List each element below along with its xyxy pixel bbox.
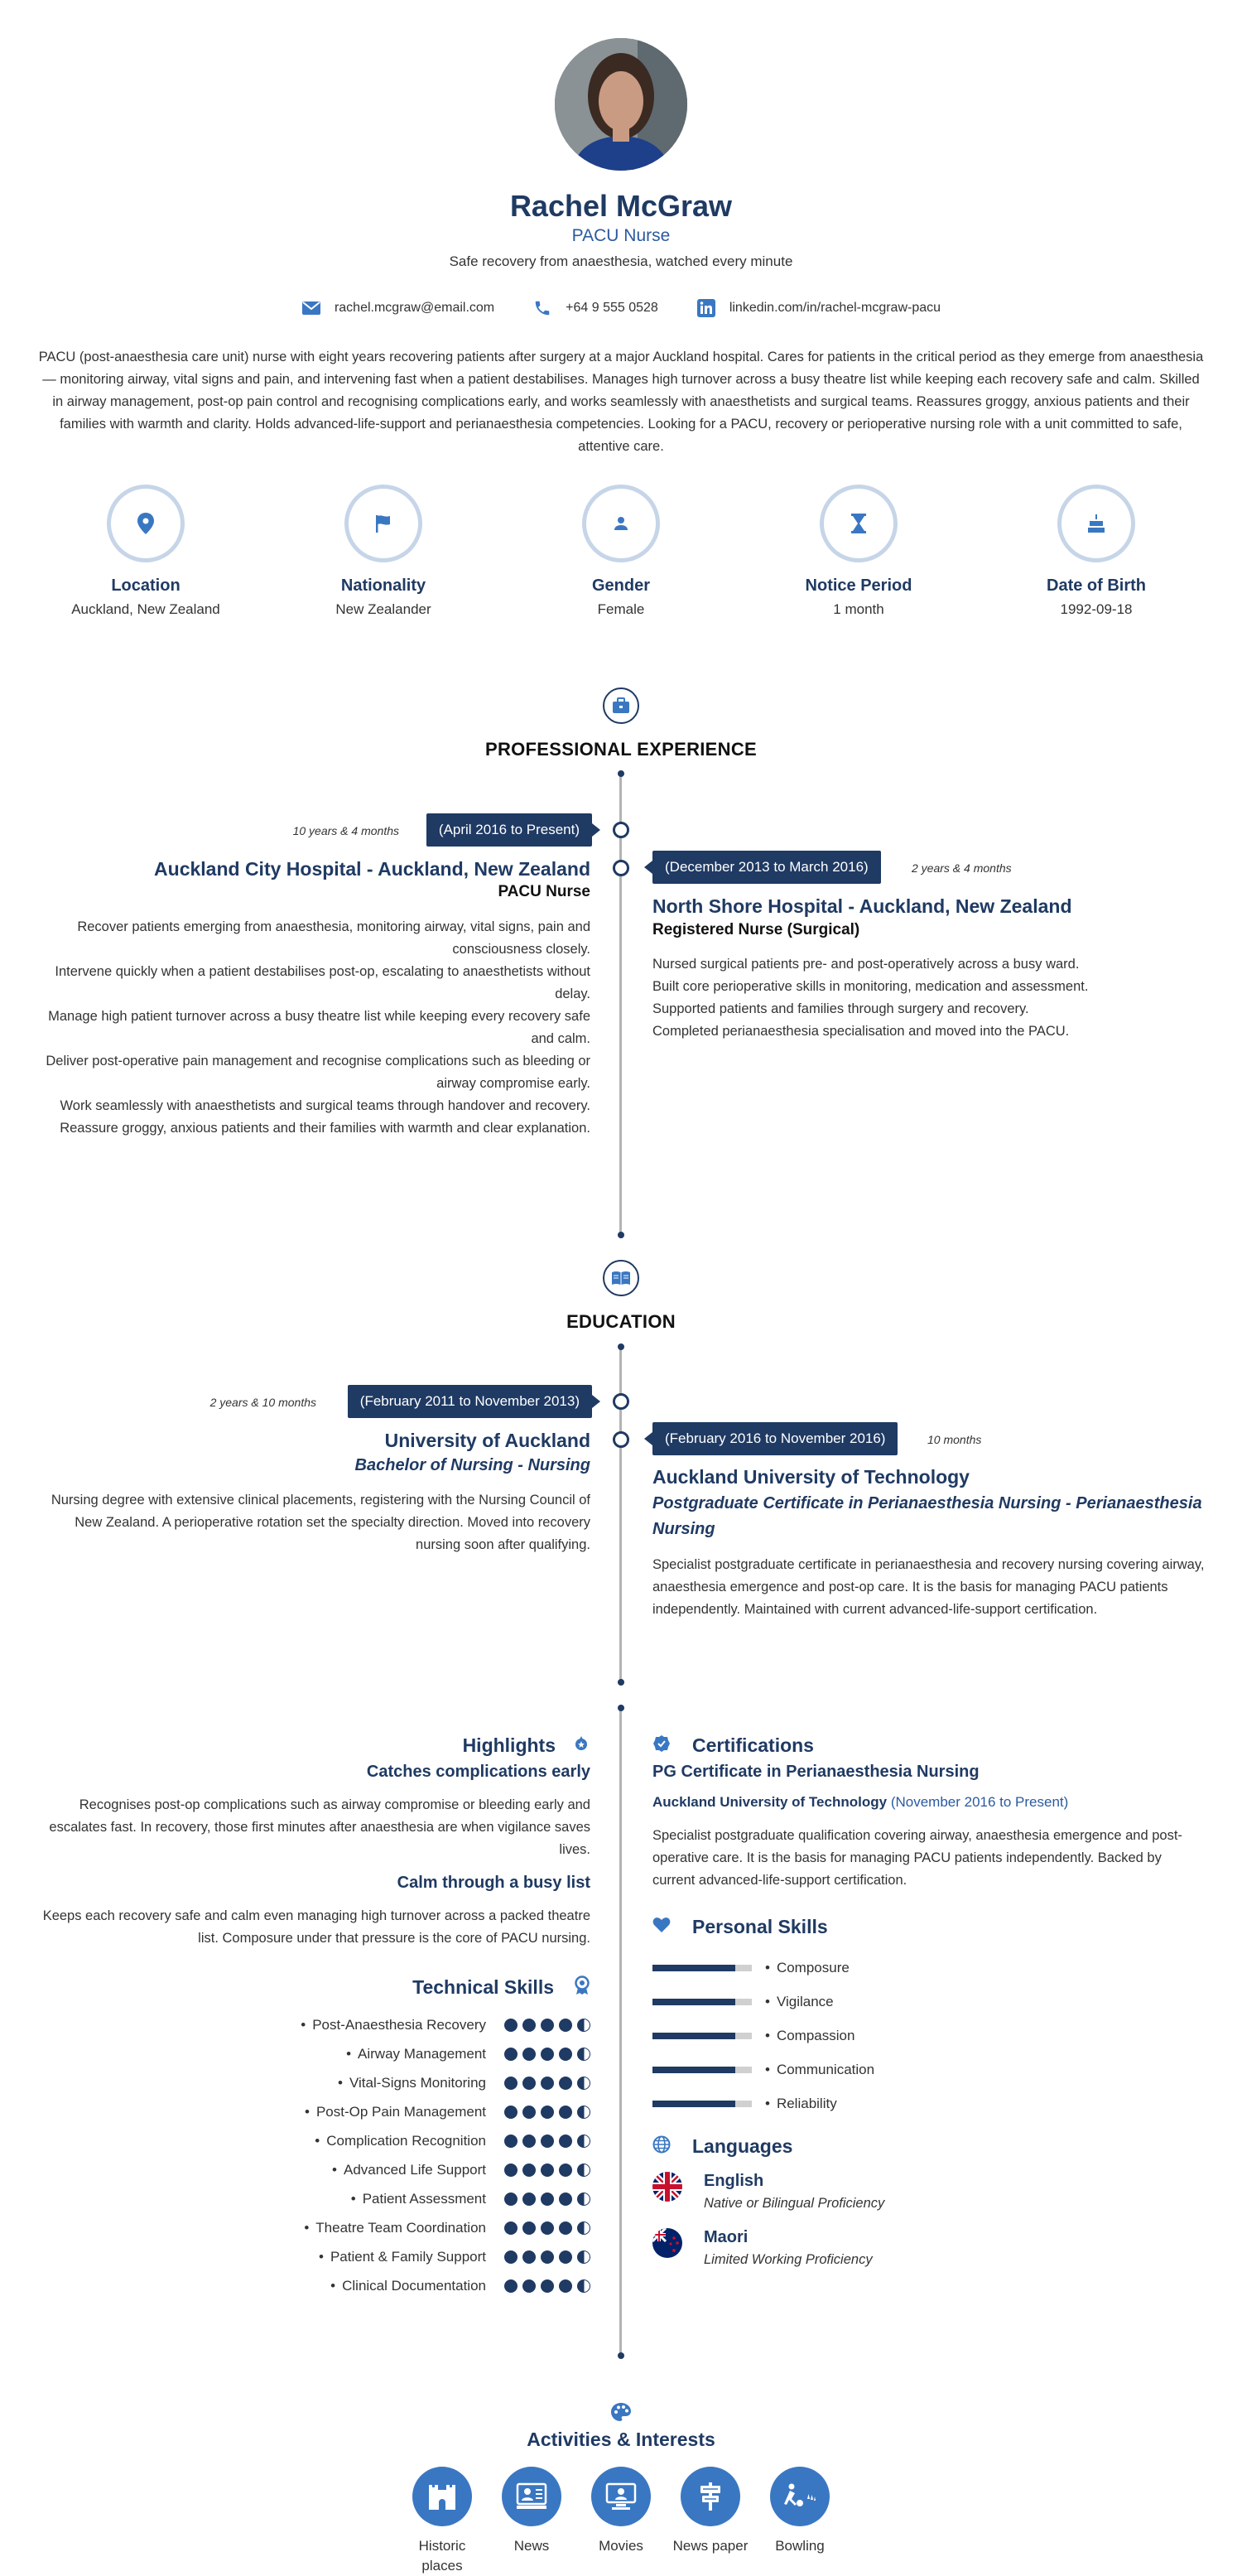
skill-name: • Vital-Signs Monitoring <box>338 2075 486 2091</box>
section-heading-technical-skills: Technical Skills <box>412 1976 554 1998</box>
skill-name: • Post-Anaesthesia Recovery <box>301 2017 486 2033</box>
heart-icon <box>652 1917 671 1937</box>
duty-item: Intervene quickly when a patient destabilises post-op, escalating to anaesthetists without delay. <box>55 964 590 1001</box>
info-nationality <box>265 485 503 618</box>
duty-item: Nursed surgical patients pre- and post-operatively across a busy ward. <box>652 957 1080 972</box>
employer-name: Auckland City Hospital - Auckland, New Zealand <box>154 858 590 880</box>
info-value: 1992-09-18 <box>1060 601 1133 617</box>
degree-name: Postgraduate Certificate in Perianaesthesia Nursing - Perianaesthesia Nursing <box>652 1494 1202 1538</box>
timeline-line <box>619 774 622 1234</box>
language-item <box>652 2228 873 2268</box>
nz-flag-icon <box>652 2228 682 2258</box>
info-notice-period <box>740 485 978 618</box>
skill-level-fill <box>652 2033 735 2039</box>
date-badge: (December 2013 to March 2016) <box>652 851 881 884</box>
skill-name: • Advanced Life Support <box>332 2162 486 2178</box>
contact-email[interactable] <box>301 298 494 318</box>
activities-list <box>397 2467 845 2576</box>
school-name: Auckland University of Technology <box>652 1466 970 1488</box>
activity-label: Historic places <box>418 2538 466 2574</box>
info-value: 1 month <box>833 601 884 617</box>
info-label: Date of Birth <box>1047 576 1146 595</box>
info-label: Notice Period <box>805 576 912 595</box>
timeline-dot <box>618 2352 624 2359</box>
personal-info-row <box>0 485 1242 618</box>
skill-row <box>33 2010 590 2039</box>
skill-rating <box>504 2250 590 2264</box>
job-role: Registered Nurse (Surgical) <box>652 921 860 938</box>
duty-item: Built core perioperative skills in monitoring, medication and assessment. <box>652 979 1089 994</box>
skill-level-bar <box>652 2067 752 2073</box>
timeline-dot <box>618 1232 624 1238</box>
skill-name: • Reliability <box>765 2096 837 2112</box>
skill-level-fill <box>652 1999 735 2005</box>
personal-skill-row <box>652 2086 874 2120</box>
skill-rating <box>504 2106 590 2119</box>
info-value: New Zealander <box>335 601 431 617</box>
skill-name: • Post-Op Pain Management <box>305 2104 486 2120</box>
award-ribbon-icon <box>574 1975 590 2000</box>
duration-label: 10 years & 4 months <box>292 824 399 837</box>
skill-rating <box>504 2019 590 2032</box>
technical-skills-list <box>33 2010 590 2300</box>
personal-skill-row <box>652 2019 874 2053</box>
highlight-title: Calm through a busy list <box>397 1874 590 1892</box>
flag-icon <box>344 485 422 562</box>
email-text[interactable]: rachel.mcgraw@email.com <box>334 301 495 315</box>
activity-label: Bowling <box>775 2538 825 2554</box>
section-heading-experience: PROFESSIONAL EXPERIENCE <box>484 739 757 760</box>
profile-summary: PACU (post-anaesthesia care unit) nurse with eight years recovering patients after surgery at a major Auckland hospital. Cares for patients in the critical period as they emerge from anaesthesia — monitoring airway, vital signs and pain, and intervening fast when a patient destabilises. Manages high turnover across a busy theatre list while keeping each recovery safe and calm. Skilled in airway management, post-op pain control and recognising complications early, and works seamlessly with anaesthetists and surgical teams. Reassures groggy, anxious patients and their families with warmth and clarity. Holds advanced-life-support and perianaesthesia competencies. Looking for a PACU, recovery or perioperative nursing role with a unit committed to safe, attentive care. <box>38 350 1204 454</box>
language-name: English <box>704 2172 764 2190</box>
contact-linkedin[interactable] <box>696 298 941 318</box>
school-name: University of Auckland <box>384 1430 590 1451</box>
skill-row <box>33 2213 590 2242</box>
job-duties <box>652 953 1207 1043</box>
duty-item: Recover patients emerging from anaesthesia, monitoring airway, vital signs, pain and consciousness closely. <box>77 919 590 957</box>
location-pin-icon <box>107 485 185 562</box>
phone-text[interactable]: +64 9 555 0528 <box>566 301 658 315</box>
timeline-dot <box>618 1343 624 1350</box>
linkedin-icon <box>696 298 716 318</box>
employer-name: North Shore Hospital - Auckland, New Zealand <box>652 895 1072 917</box>
section-heading-activities: Activities & Interests <box>527 2429 715 2450</box>
monitor-icon <box>591 2467 651 2526</box>
language-item <box>652 2172 884 2212</box>
certification-description: Specialist postgraduate qualification covering airway, anaesthesia emergence and post-operative care. It is the basis for managing PACU patients independently. Backed by current advanced-life-support certification. <box>652 1828 1182 1888</box>
certificate-badge-icon <box>652 1734 671 1757</box>
personal-skills-header <box>652 1916 828 1938</box>
info-date-of-birth <box>978 485 1216 618</box>
timeline-line <box>619 1709 622 2355</box>
skill-name: • Composure <box>765 1960 850 1976</box>
skill-level-fill <box>652 2067 735 2073</box>
skill-row <box>33 2039 590 2068</box>
section-heading-personal-skills: Personal Skills <box>692 1916 828 1937</box>
skill-level-fill <box>652 1965 735 1971</box>
skill-row <box>33 2155 590 2184</box>
tagline: Safe recovery from anaesthesia, watched every minute <box>449 253 793 269</box>
skill-level-bar <box>652 2101 752 2107</box>
profile-photo <box>555 38 687 171</box>
job-title: PACU Nurse <box>571 226 671 245</box>
contact-phone[interactable] <box>532 298 658 318</box>
skill-row <box>33 2271 590 2300</box>
activity-item <box>666 2467 755 2576</box>
skill-rating <box>504 2077 590 2090</box>
certification-dates: (November 2016 to Present) <box>890 1794 1069 1810</box>
skill-row <box>33 2242 590 2271</box>
activity-item <box>487 2467 576 2576</box>
skill-row <box>33 2184 590 2213</box>
bowling-icon <box>770 2467 830 2526</box>
skill-rating <box>504 2221 590 2235</box>
timeline-dot <box>618 1679 624 1686</box>
book-icon <box>603 1260 639 1296</box>
certifications-header <box>652 1734 814 1757</box>
language-level: Native or Bilingual Proficiency <box>704 2196 885 2211</box>
degree-name: Bachelor of Nursing - Nursing <box>354 1456 590 1474</box>
info-gender <box>503 485 740 618</box>
info-value: Female <box>597 601 645 617</box>
duty-item: Manage high patient turnover across a busy theatre list while keeping every recovery safe and calm. <box>48 1009 590 1046</box>
highlights-header <box>33 1734 590 1757</box>
timeline-node <box>613 1393 629 1410</box>
degree-description: Specialist postgraduate certificate in perianaesthesia and recovery nursing covering airway, anaesthesia emergence and post-op care. It is the basis for managing PACU patients independently. Maintained with current advanced-life-support certification. <box>652 1557 1205 1617</box>
activity-item <box>397 2467 487 2576</box>
personal-skill-row <box>652 2053 874 2086</box>
highlight-text: Keeps each recovery safe and calm even managing high turnover across a packed theatre list. Composure under that pressure is the core of PACU nursing. <box>42 1908 590 1946</box>
skill-rating <box>504 2192 590 2206</box>
activity-item <box>755 2467 845 2576</box>
technical-skills-header <box>33 1975 590 2000</box>
activity-item <box>576 2467 666 2576</box>
phone-icon <box>532 298 552 318</box>
personal-skills-list <box>652 1951 874 2120</box>
languages-header <box>652 2135 792 2158</box>
briefcase-icon <box>603 687 639 724</box>
date-badge: (April 2016 to Present) <box>426 813 592 847</box>
newspaper-icon <box>681 2467 740 2526</box>
duty-item: Deliver post-operative pain management and recognise complications such as bleeding or airway compromise early. <box>46 1054 590 1091</box>
skill-rating <box>504 2279 590 2293</box>
duty-item: Completed perianaesthesia specialisation and moved into the PACU. <box>652 1024 1070 1039</box>
job-role: PACU Nurse <box>498 883 590 900</box>
skill-name: • Theatre Team Coordination <box>304 2220 486 2236</box>
activity-label: News paper <box>672 2538 749 2554</box>
highlight-text: Recognises post-op complications such as airway compromise or bleeding early and escalates fast. In recovery, those first minutes after anaesthesia are when vigilance saves lives. <box>49 1797 590 1857</box>
section-heading-certifications: Certifications <box>692 1734 814 1756</box>
skill-rating <box>504 2048 590 2061</box>
skill-row <box>33 2097 590 2126</box>
language-level: Limited Working Proficiency <box>704 2252 873 2267</box>
castle-icon <box>412 2467 472 2526</box>
uk-flag-icon <box>652 2172 682 2202</box>
timeline-dot <box>618 1705 624 1711</box>
activity-label: Movies <box>599 2538 643 2554</box>
palette-icon <box>610 2402 632 2426</box>
skill-level-bar <box>652 1999 752 2005</box>
envelope-icon <box>301 298 321 318</box>
skill-name: • Clinical Documentation <box>330 2278 486 2294</box>
candidate-name: Rachel McGraw <box>509 189 733 223</box>
skill-rating <box>504 2164 590 2177</box>
activity-label: News <box>513 2538 550 2554</box>
section-heading-highlights: Highlights <box>462 1734 556 1756</box>
skill-name: • Communication <box>765 2062 874 2078</box>
certification-title: PG Certificate in Perianaesthesia Nursing <box>652 1763 980 1781</box>
date-badge: (February 2016 to November 2016) <box>652 1422 898 1455</box>
star-badge-icon <box>572 1734 590 1757</box>
skill-row <box>33 2126 590 2155</box>
skill-rating <box>504 2135 590 2148</box>
degree-description: Nursing degree with extensive clinical placements, registering with the Nursing Council of New Zealand. A perioperative rotation set the specialty direction. Moved into recovery nursing soon after qualifying. <box>51 1493 590 1552</box>
skill-name: • Patient Assessment <box>351 2191 486 2207</box>
info-label: Nationality <box>340 576 426 595</box>
skill-level-fill <box>652 2101 735 2107</box>
skill-name: • Vigilance <box>765 1994 834 2010</box>
personal-skill-row <box>652 1951 874 1985</box>
hourglass-icon <box>820 485 898 562</box>
cake-icon <box>1057 485 1135 562</box>
news-icon <box>502 2467 561 2526</box>
section-heading-languages: Languages <box>692 2135 793 2157</box>
duty-item: Work seamlessly with anaesthetists and surgical teams through handover and recovery. <box>60 1098 590 1113</box>
skill-name: • Patient & Family Support <box>319 2249 486 2265</box>
skill-name: • Airway Management <box>346 2046 486 2062</box>
skill-name: • Complication Recognition <box>315 2133 486 2149</box>
person-icon <box>582 485 660 562</box>
info-location <box>27 485 265 618</box>
info-label: Gender <box>591 576 651 595</box>
duration-label: 2 years & 10 months <box>209 1396 316 1409</box>
timeline-node <box>613 860 629 876</box>
certification-issuer-line <box>652 1794 1068 1811</box>
skill-row <box>33 2068 590 2097</box>
duration-label: 2 years & 4 months <box>912 861 1012 875</box>
timeline-node <box>613 822 629 838</box>
info-value: Auckland, New Zealand <box>71 601 220 617</box>
duration-label: 10 months <box>927 1433 982 1446</box>
language-name: Maori <box>704 2228 749 2246</box>
certification-issuer: Auckland University of Technology <box>652 1794 888 1810</box>
highlight-title: Catches complications early <box>366 1763 590 1781</box>
contact-bar <box>0 298 1242 318</box>
skill-level-bar <box>652 1965 752 1971</box>
timeline-dot <box>618 770 624 777</box>
job-duties <box>33 916 590 1140</box>
date-badge: (February 2011 to November 2013) <box>348 1385 592 1418</box>
duty-item: Supported patients and families through surgery and recovery. <box>652 1001 1029 1016</box>
skill-name: • Compassion <box>765 2028 854 2044</box>
timeline-node <box>613 1431 629 1448</box>
personal-skill-row <box>652 1985 874 2019</box>
globe-icon <box>652 2135 671 2158</box>
duty-item: Reassure groggy, anxious patients and their families with warmth and clear explanation. <box>60 1121 590 1136</box>
info-label: Location <box>111 576 181 595</box>
section-heading-education: EDUCATION <box>566 1311 676 1332</box>
linkedin-text[interactable]: linkedin.com/in/rachel-mcgraw-pacu <box>729 301 941 315</box>
skill-level-bar <box>652 2033 752 2039</box>
